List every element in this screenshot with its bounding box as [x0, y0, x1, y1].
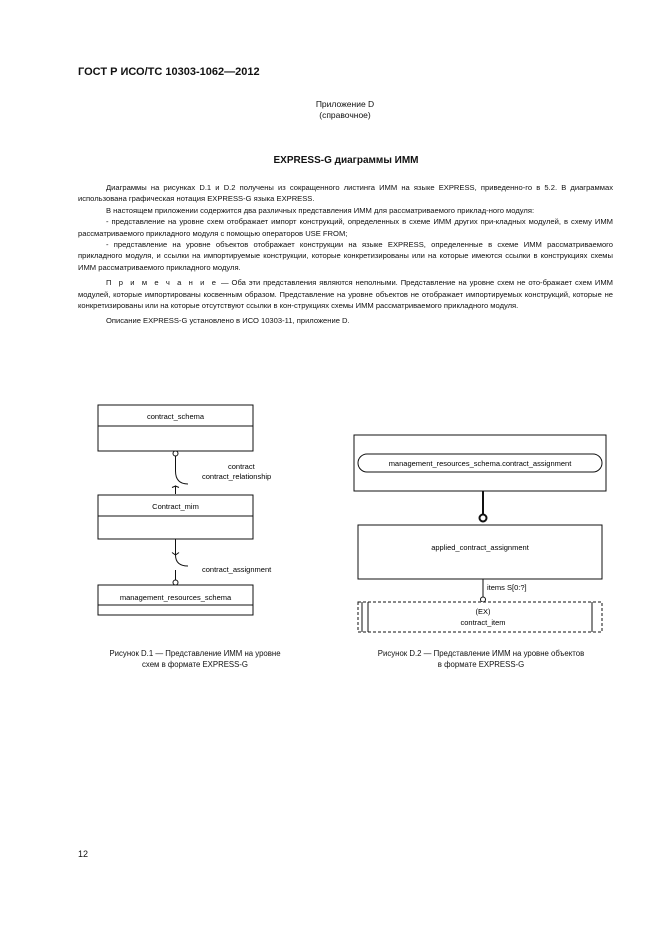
caption-line: Рисунок D.2 — Представление ИММ на уровне объектов — [377, 649, 585, 658]
note-text: — Оба эти представления являются неполными. Представление на уровне схем не ото-бражает схем ИММ модулей, которые импортированы косвенным образом. Представление на уровне объектов не отображает импортируемых конструкций, которые не конкретизированы или на которые отсутствуют ссылки в кон-струкциях схемы ИММ рассматриваемого прикладного модуля. — [78, 278, 613, 311]
annex-type: (справочное) — [319, 110, 371, 120]
section-title: EXPRESS-G диаграммы ИММ — [273, 155, 419, 166]
attribute-edge-items — [481, 579, 527, 602]
caption-line: в формате EXPRESS-G — [437, 660, 525, 669]
use-from-edge-2 — [172, 539, 272, 585]
document-header: ГОСТ Р ИСО/ТС 10303-1062—2012 — [78, 66, 260, 78]
paragraph: - представление на уровне объектов отображает конструкции на языке EXPRESS, определенные в схеме ИММ рассматриваемого прикладного модуля, и ссылки на импортируемые конструкции, которые конкретизированы или на которые имеются ссылки в конструкциях схемы ИММ рассматриваемого прикладного модуля. — [78, 240, 613, 272]
annex-heading — [280, 99, 410, 121]
paragraph: Диаграммы на рисунках D.1 и D.2 получены из сокращенного листинга ИММ на языке EXPRESS, приведенно-го в 5.2. В диаграммах использована графическая нотация EXPRESS-G языка EXPRESS. — [78, 183, 613, 204]
caption-line: схем в формате EXPRESS-G — [142, 660, 248, 669]
paragraph: - представление на уровне схем отображает импорт конструкций, определенных в схеме ИММ других при-кладных модулей, в схему ИММ рассматриваемого прикладного модуля с помощью операторов USE FROM; — [78, 217, 613, 238]
entity-box-contract-assignment — [354, 435, 606, 491]
select-box-contract-item — [358, 602, 602, 632]
note-label: П р и м е ч а н и е — [106, 278, 219, 288]
use-from-edge-1 — [172, 451, 271, 494]
reference-paragraph: Описание EXPRESS-G установлено в ИСО 10303-11, приложение D. — [106, 316, 350, 326]
schema-label: contract_schema — [146, 412, 205, 421]
caption-line: Рисунок D.1 — Представление ИММ на уровне — [109, 649, 281, 658]
figure-d2-caption — [345, 648, 617, 670]
schema-box-management-resources-schema — [98, 585, 253, 615]
schema-box-contract-schema — [98, 405, 253, 451]
edge-label: contract_assignment — [202, 565, 272, 574]
edge-label: contract_relationship — [202, 472, 272, 481]
edge-label: contract — [228, 462, 255, 471]
schema-label: management_resources_schema — [119, 593, 232, 602]
entity-label: management_resources_schema.contract_assignment — [388, 459, 572, 468]
body-text — [78, 182, 613, 327]
figure-d1-diagram — [90, 395, 305, 620]
subtype-edge — [480, 491, 487, 522]
page-number: 12 — [78, 849, 89, 859]
schema-box-contract-mim — [98, 495, 253, 539]
entity-box-applied-contract-assignment — [358, 525, 602, 579]
select-prefix: (EX) — [475, 607, 491, 616]
figure-d1-caption — [80, 648, 310, 670]
attribute-label: items S[0:?] — [487, 583, 527, 592]
figure-d2-diagram — [350, 430, 615, 640]
annex-name: Приложение D — [315, 99, 375, 109]
note-paragraph — [78, 277, 613, 311]
paragraph: В настоящем приложении содержится два различных представления ИММ для рассматриваемого приклад-ного модуля: — [106, 205, 535, 215]
schema-label: Contract_mim — [152, 502, 199, 511]
entity-label: applied_contract_assignment — [431, 543, 529, 552]
select-label: contract_item — [460, 618, 506, 627]
